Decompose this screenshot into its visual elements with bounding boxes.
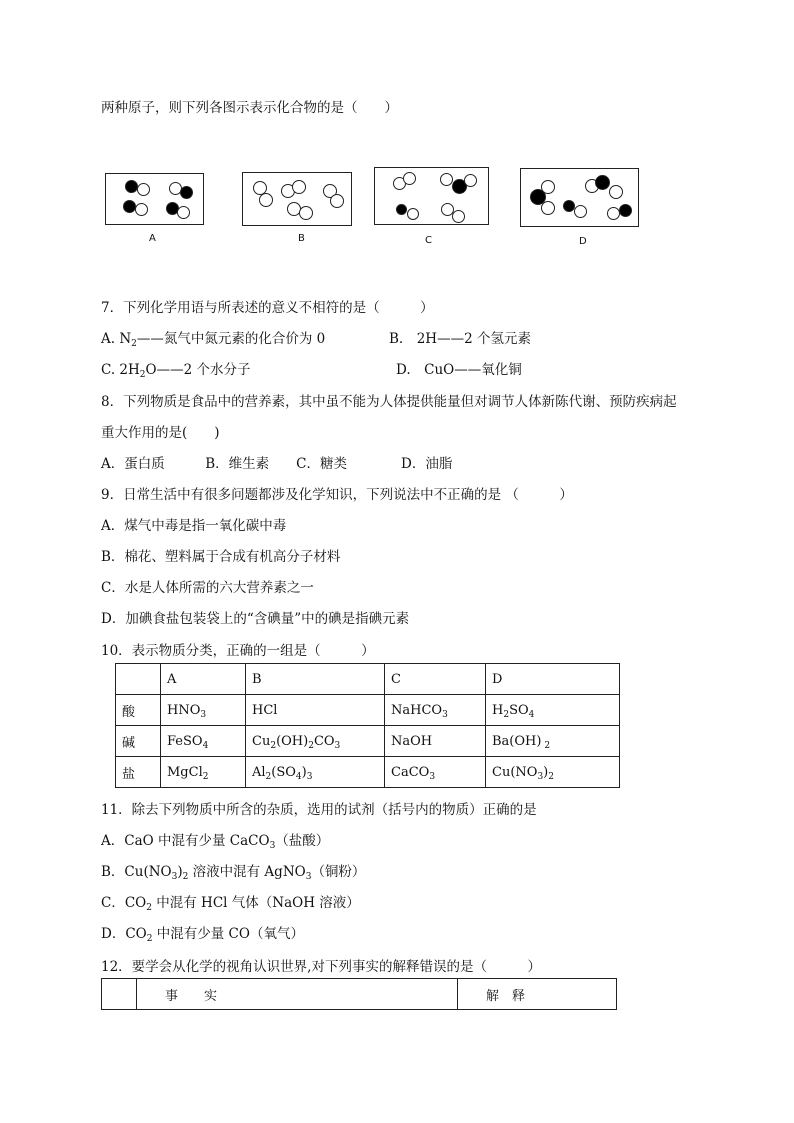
q9-option-c: C．水是人体所需的六大营养素之一 — [101, 580, 314, 596]
q10-table — [115, 663, 620, 788]
panel-a — [105, 173, 204, 225]
q11-option-a: A．CaO 中混有少量 CaCO$_3$（盐酸） — [101, 833, 330, 851]
q7-option-a: A. $N_2——$氮气中氮元素的化合价为 0 — [101, 331, 326, 349]
q8-options: A．蛋白质 B．维生素 C．糖类 D．油脂 — [101, 456, 453, 472]
panel-b-label: B — [298, 233, 305, 244]
table-row: 盐 MgCl$_2$ $Al_2(SO_4)_3$ CaCO$_3$ $Cu(NO_3)_2$ — [116, 757, 620, 788]
q9-option-d: D．加碘食盐包装袋上的“含碘量”中的碘是指碘元素 — [101, 611, 410, 627]
q11-stem: 11．除去下列物质中所含的杂质，选用的试剂（括号内的物质）正确的是 — [101, 802, 537, 818]
q9-option-b: B．棉花、塑料属于合成有机高分子材料 — [101, 549, 341, 565]
q7-stem: 7．下列化学用语与所表述的意义不相符的是（ ） — [101, 300, 434, 316]
q9-stem: 9．日常生活中有很多问题都涉及化学知识，下列说法中不正确的是 （ ） — [101, 487, 573, 503]
q11-option-b: B．$Cu(NO_3)_2$ 溶液中混有 AgNO$_3$（铜粉） — [101, 864, 366, 882]
q7-option-d: D. CuO——氧化铜 — [396, 362, 522, 378]
panel-c-label: C — [425, 235, 432, 246]
q7-option-c: C. $2H_2O——2$ 个水分子 — [101, 362, 251, 380]
q10-stem: 10．表示物质分类，正确的一组是（ ） — [101, 643, 375, 659]
table-row: A B C D — [116, 664, 620, 695]
table-row: 酸 $HNO_3$ HCl NaHCO$_3$ $H_2SO_4$ — [116, 695, 620, 726]
q7-option-b: B. 2H——2 个氢元素 — [389, 331, 531, 347]
panel-d-label: D — [579, 236, 587, 247]
q11-option-c: C．$CO_2$ 中混有 HCl 气体（NaOH 溶液） — [101, 895, 360, 913]
q11-option-d: D．$CO_2$ 中混有少量 CO（氧气） — [101, 926, 304, 944]
intro-line: 两种原子，则下列各图示表示化合物的是（ ） — [101, 100, 398, 116]
panel-c — [374, 167, 489, 225]
panel-a-label: A — [149, 233, 156, 244]
table-row: 事 实 解 释 — [102, 979, 617, 1010]
panel-d — [520, 168, 639, 227]
panel-b — [242, 172, 352, 226]
q12-stem: 12．要学会从化学的视角认识世界,对下列事实的解释错误的是（ ） — [101, 959, 541, 975]
q8-stem-1: 8．下列物质是食品中的营养素，其中虽不能为人体提供能量但对调节人体新陈代谢、预防疾病起 — [101, 394, 677, 410]
table-row: 碱 FeSO$_4$ $Cu_2(OH)_2CO_3$ NaOH Ba(OH) $_2$ — [116, 726, 620, 757]
q12-table — [101, 978, 617, 1010]
q8-stem-2: 重大作用的是( ) — [101, 425, 220, 441]
q9-option-a: A．煤气中毒是指一氧化碳中毒 — [101, 518, 287, 534]
